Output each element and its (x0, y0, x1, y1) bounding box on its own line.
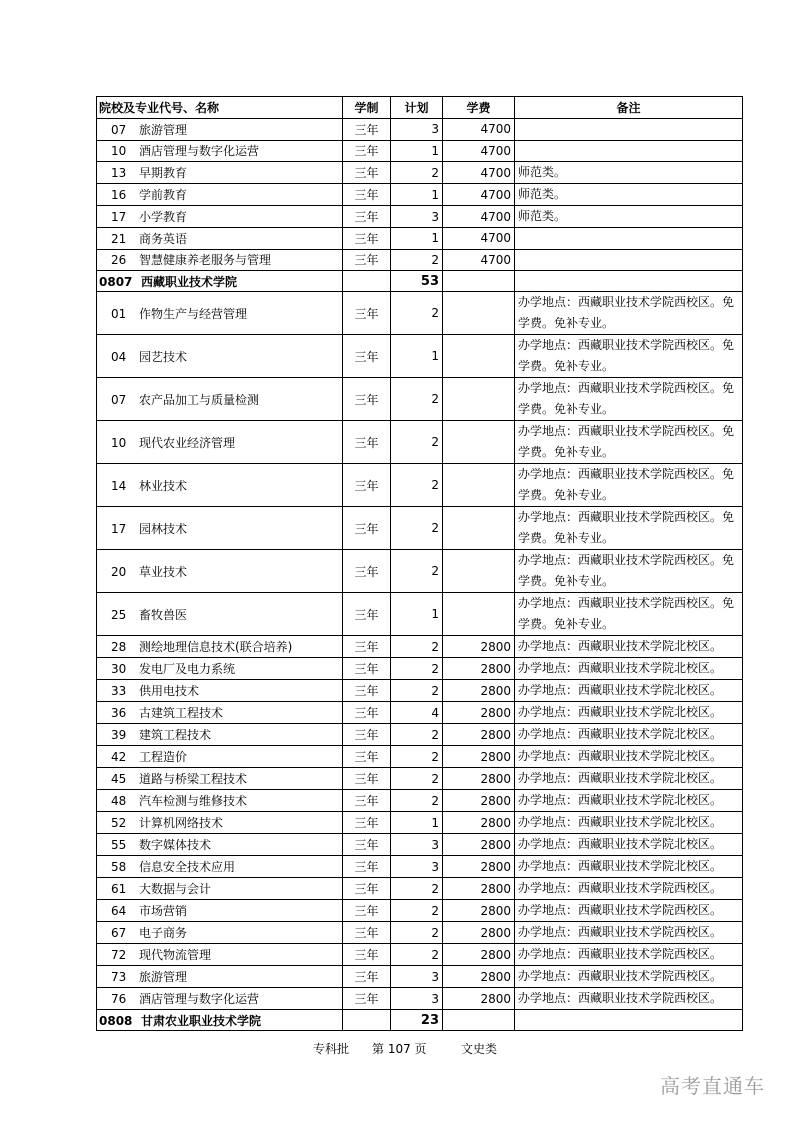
major-name: 酒店管理与数字化运营 (139, 144, 260, 159)
major-plan: 3 (391, 206, 443, 228)
major-plan: 2 (391, 162, 443, 184)
major-name: 早期教育 (139, 166, 188, 180)
major-name: 工程造价 (139, 750, 188, 764)
major-cell (97, 680, 343, 702)
major-code: 45 (111, 772, 127, 786)
major-code: 28 (111, 640, 127, 654)
major-name: 计算机网络技术 (139, 816, 224, 830)
major-fee: 2800 (443, 702, 515, 724)
major-note (515, 140, 743, 162)
major-plan: 2 (391, 768, 443, 790)
major-years: 三年 (343, 335, 391, 378)
major-row (97, 658, 743, 680)
major-years: 三年 (343, 768, 391, 790)
header-note: 备注 (515, 97, 743, 119)
major-years: 三年 (343, 988, 391, 1010)
major-note: 办学地点：西藏职业技术学院西校区。免学费。免补专业。 (515, 335, 743, 378)
major-name: 智慧健康养老服务与管理 (139, 253, 272, 268)
major-plan: 3 (391, 834, 443, 856)
major-plan: 1 (391, 812, 443, 834)
major-note: 办学地点：西藏职业技术学院西校区。免学费。免补专业。 (515, 593, 743, 636)
major-name: 旅游管理 (139, 122, 188, 137)
major-years: 三年 (343, 550, 391, 593)
major-name: 市场营销 (139, 904, 188, 918)
major-code: 48 (111, 794, 127, 808)
major-name: 现代农业经济管理 (139, 435, 236, 450)
major-fee: 2800 (443, 856, 515, 878)
major-years: 三年 (343, 292, 391, 335)
major-years: 三年 (343, 119, 391, 141)
major-cell (97, 140, 343, 162)
major-name: 作物生产与经营管理 (139, 306, 248, 321)
major-code: 73 (111, 970, 127, 984)
major-note: 办学地点：西藏职业技术学院北校区。 (515, 768, 743, 790)
major-row (97, 878, 743, 900)
major-years: 三年 (343, 593, 391, 636)
major-row (97, 292, 743, 335)
major-cell (97, 206, 343, 228)
major-code: 33 (111, 684, 127, 698)
major-plan: 1 (391, 228, 443, 250)
footer-category: 文史类 (461, 1042, 498, 1056)
major-plan: 4 (391, 702, 443, 724)
major-cell (97, 966, 343, 988)
major-name: 建筑工程技术 (139, 728, 212, 742)
major-plan: 2 (391, 922, 443, 944)
major-row (97, 228, 743, 250)
major-row (97, 162, 743, 184)
major-note: 办学地点：西藏职业技术学院西校区。免学费。免补专业。 (515, 421, 743, 464)
major-note (515, 249, 743, 271)
major-fee: 2800 (443, 944, 515, 966)
major-code: 58 (111, 860, 127, 874)
major-note: 办学地点：西藏职业技术学院西校区。免学费。免补专业。 (515, 550, 743, 593)
major-cell (97, 988, 343, 1010)
major-cell (97, 378, 343, 421)
major-cell (97, 636, 343, 658)
major-note: 办学地点：西藏职业技术学院北校区。 (515, 746, 743, 768)
major-name: 测绘地理信息技术(联合培养) (139, 640, 293, 654)
major-code: 36 (111, 706, 127, 720)
major-fee (443, 421, 515, 464)
major-plan: 2 (391, 746, 443, 768)
major-fee: 2800 (443, 922, 515, 944)
major-cell (97, 922, 343, 944)
school-fee (443, 271, 515, 292)
major-years: 三年 (343, 249, 391, 271)
major-years: 三年 (343, 507, 391, 550)
major-row (97, 249, 743, 271)
major-name: 发电厂及电力系统 (139, 662, 236, 676)
header-name: 院校及专业代号、名称 (97, 97, 343, 119)
school-code: 0807 (99, 274, 133, 289)
major-code: 67 (111, 926, 127, 940)
major-row (97, 724, 743, 746)
major-note: 办学地点：西藏职业技术学院北校区。 (515, 636, 743, 658)
school-years (343, 271, 391, 292)
major-row (97, 184, 743, 206)
major-plan: 3 (391, 119, 443, 141)
major-fee: 4700 (443, 228, 515, 250)
major-plan: 2 (391, 464, 443, 507)
major-note: 办学地点：西藏职业技术学院西校区。 (515, 988, 743, 1010)
major-years: 三年 (343, 702, 391, 724)
major-fee: 4700 (443, 119, 515, 141)
major-code: 64 (111, 904, 127, 918)
major-years: 三年 (343, 206, 391, 228)
major-row (97, 636, 743, 658)
major-years: 三年 (343, 900, 391, 922)
major-row (97, 746, 743, 768)
major-row (97, 119, 743, 141)
major-note: 师范类。 (515, 162, 743, 184)
major-code: 55 (111, 838, 127, 852)
major-cell (97, 335, 343, 378)
school-fee (443, 1010, 515, 1031)
school-row (97, 271, 743, 292)
major-note: 办学地点：西藏职业技术学院北校区。 (515, 680, 743, 702)
major-plan: 2 (391, 680, 443, 702)
major-note: 办学地点：西藏职业技术学院北校区。 (515, 702, 743, 724)
major-code: 10 (111, 144, 127, 159)
major-note: 办学地点：西藏职业技术学院北校区。 (515, 812, 743, 834)
major-years: 三年 (343, 658, 391, 680)
footer-page-number: 第 107 页 (372, 1042, 427, 1056)
major-name: 旅游管理 (139, 970, 188, 984)
major-fee: 2800 (443, 812, 515, 834)
major-code: 52 (111, 816, 127, 830)
major-fee: 2800 (443, 966, 515, 988)
major-fee: 4700 (443, 162, 515, 184)
major-name: 农产品加工与质量检测 (139, 392, 260, 407)
major-plan: 2 (391, 900, 443, 922)
major-code: 10 (111, 435, 127, 450)
major-name: 供用电技术 (139, 684, 200, 698)
major-code: 26 (111, 253, 127, 268)
major-row (97, 335, 743, 378)
major-note: 办学地点：西藏职业技术学院西校区。 (515, 900, 743, 922)
major-row (97, 593, 743, 636)
major-fee: 2800 (443, 988, 515, 1010)
major-note: 办学地点：西藏职业技术学院北校区。 (515, 724, 743, 746)
school-cell (97, 1010, 343, 1031)
major-years: 三年 (343, 636, 391, 658)
major-cell (97, 790, 343, 812)
major-fee: 4700 (443, 206, 515, 228)
major-row (97, 834, 743, 856)
major-plan: 2 (391, 636, 443, 658)
major-code: 21 (111, 231, 127, 246)
major-cell (97, 658, 343, 680)
major-code: 72 (111, 948, 127, 962)
major-fee: 2800 (443, 790, 515, 812)
major-fee: 2800 (443, 680, 515, 702)
major-code: 39 (111, 728, 127, 742)
major-fee: 2800 (443, 724, 515, 746)
watermark: 高考直通车 (660, 1074, 765, 1098)
major-row (97, 550, 743, 593)
major-years: 三年 (343, 790, 391, 812)
major-cell (97, 900, 343, 922)
major-name: 林业技术 (139, 478, 188, 493)
major-cell (97, 421, 343, 464)
major-fee: 2800 (443, 834, 515, 856)
major-note: 办学地点：西藏职业技术学院北校区。 (515, 834, 743, 856)
major-plan: 2 (391, 878, 443, 900)
major-name: 园林技术 (139, 521, 188, 536)
major-cell (97, 249, 343, 271)
major-cell (97, 724, 343, 746)
major-years: 三年 (343, 680, 391, 702)
major-fee (443, 593, 515, 636)
table-header-row (97, 97, 743, 119)
header-years: 学制 (343, 97, 391, 119)
major-fee: 2800 (443, 636, 515, 658)
major-plan: 3 (391, 856, 443, 878)
major-name: 信息安全技术应用 (139, 860, 236, 874)
major-code: 04 (111, 349, 127, 364)
major-fee (443, 507, 515, 550)
major-fee (443, 378, 515, 421)
major-cell (97, 507, 343, 550)
major-name: 园艺技术 (139, 349, 188, 364)
major-cell (97, 944, 343, 966)
major-years: 三年 (343, 834, 391, 856)
major-row (97, 507, 743, 550)
major-note: 师范类。 (515, 184, 743, 206)
major-code: 17 (111, 210, 127, 224)
major-plan: 2 (391, 724, 443, 746)
school-name: 西藏职业技术学院 (141, 274, 238, 289)
major-name: 电子商务 (139, 926, 188, 940)
admission-plan-sheet (96, 96, 742, 1031)
major-years: 三年 (343, 162, 391, 184)
school-plan-total: 53 (391, 271, 443, 292)
major-name: 汽车检测与维修技术 (139, 794, 248, 808)
major-fee: 2800 (443, 658, 515, 680)
major-plan: 1 (391, 593, 443, 636)
school-note (515, 1010, 743, 1031)
school-years (343, 1010, 391, 1031)
major-code: 01 (111, 306, 127, 321)
school-code: 0808 (99, 1013, 133, 1028)
major-years: 三年 (343, 966, 391, 988)
major-note: 办学地点：西藏职业技术学院西校区。 (515, 922, 743, 944)
major-fee: 4700 (443, 249, 515, 271)
major-cell (97, 856, 343, 878)
major-cell (97, 464, 343, 507)
major-note: 办学地点：西藏职业技术学院西校区。 (515, 944, 743, 966)
major-code: 61 (111, 882, 127, 896)
major-years: 三年 (343, 228, 391, 250)
major-row (97, 680, 743, 702)
major-code: 20 (111, 564, 127, 579)
major-years: 三年 (343, 378, 391, 421)
school-name: 甘肃农业职业技术学院 (141, 1013, 262, 1028)
major-cell (97, 228, 343, 250)
admission-plan-table (96, 96, 743, 1031)
major-years: 三年 (343, 421, 391, 464)
major-name: 道路与桥梁工程技术 (139, 772, 248, 786)
major-row (97, 702, 743, 724)
major-name: 学前教育 (139, 188, 188, 202)
major-plan: 2 (391, 249, 443, 271)
major-name: 大数据与会计 (139, 882, 212, 896)
major-row (97, 768, 743, 790)
major-name: 数字媒体技术 (139, 838, 212, 852)
major-plan: 1 (391, 335, 443, 378)
major-note: 办学地点：西藏职业技术学院西校区。免学费。免补专业。 (515, 378, 743, 421)
major-fee: 2800 (443, 900, 515, 922)
major-cell (97, 292, 343, 335)
major-plan: 2 (391, 378, 443, 421)
school-row (97, 1010, 743, 1031)
major-years: 三年 (343, 724, 391, 746)
major-fee: 2800 (443, 768, 515, 790)
table-body (97, 119, 743, 1031)
major-note: 办学地点：西藏职业技术学院北校区。 (515, 790, 743, 812)
major-plan: 3 (391, 966, 443, 988)
major-plan: 2 (391, 292, 443, 335)
major-row (97, 206, 743, 228)
school-cell (97, 271, 343, 292)
major-fee: 2800 (443, 746, 515, 768)
major-years: 三年 (343, 464, 391, 507)
major-cell (97, 184, 343, 206)
major-cell (97, 550, 343, 593)
major-code: 25 (111, 607, 127, 622)
major-row (97, 421, 743, 464)
major-note: 办学地点：西藏职业技术学院西校区。免学费。免补专业。 (515, 292, 743, 335)
major-name: 现代物流管理 (139, 948, 212, 962)
major-code: 07 (111, 122, 127, 137)
major-years: 三年 (343, 944, 391, 966)
major-years: 三年 (343, 812, 391, 834)
major-note: 师范类。 (515, 206, 743, 228)
major-plan: 2 (391, 658, 443, 680)
major-note (515, 228, 743, 250)
major-cell (97, 812, 343, 834)
major-note: 办学地点：西藏职业技术学院西校区。 (515, 878, 743, 900)
major-plan: 2 (391, 790, 443, 812)
major-code: 13 (111, 166, 127, 180)
major-name: 畜牧兽医 (139, 607, 188, 622)
header-fee: 学费 (443, 97, 515, 119)
major-years: 三年 (343, 140, 391, 162)
major-cell (97, 162, 343, 184)
major-cell (97, 768, 343, 790)
major-row (97, 378, 743, 421)
major-plan: 2 (391, 944, 443, 966)
major-note (515, 119, 743, 141)
major-code: 30 (111, 662, 127, 676)
major-years: 三年 (343, 856, 391, 878)
major-cell (97, 593, 343, 636)
major-note: 办学地点：西藏职业技术学院北校区。 (515, 658, 743, 680)
major-row (97, 812, 743, 834)
major-row (97, 464, 743, 507)
major-name: 草业技术 (139, 564, 188, 579)
major-fee (443, 464, 515, 507)
major-plan: 2 (391, 507, 443, 550)
major-name: 商务英语 (139, 231, 188, 246)
major-note: 办学地点：西藏职业技术学院北校区。 (515, 856, 743, 878)
major-cell (97, 702, 343, 724)
major-code: 14 (111, 478, 127, 493)
major-fee (443, 550, 515, 593)
major-plan: 1 (391, 140, 443, 162)
major-years: 三年 (343, 878, 391, 900)
major-fee: 2800 (443, 878, 515, 900)
major-cell (97, 878, 343, 900)
major-note: 办学地点：西藏职业技术学院西校区。 (515, 966, 743, 988)
major-name: 古建筑工程技术 (139, 706, 224, 720)
major-row (97, 944, 743, 966)
major-years: 三年 (343, 746, 391, 768)
major-row (97, 140, 743, 162)
major-name: 酒店管理与数字化运营 (139, 992, 260, 1006)
major-cell (97, 834, 343, 856)
major-code: 42 (111, 750, 127, 764)
major-fee: 4700 (443, 140, 515, 162)
major-code: 76 (111, 992, 127, 1006)
major-code: 07 (111, 392, 127, 407)
school-plan-total: 23 (391, 1010, 443, 1031)
major-row (97, 922, 743, 944)
header-plan: 计划 (391, 97, 443, 119)
major-years: 三年 (343, 922, 391, 944)
major-fee: 4700 (443, 184, 515, 206)
major-plan: 1 (391, 184, 443, 206)
major-row (97, 966, 743, 988)
major-cell (97, 119, 343, 141)
major-years: 三年 (343, 184, 391, 206)
major-cell (97, 746, 343, 768)
major-plan: 2 (391, 550, 443, 593)
major-row (97, 856, 743, 878)
major-row (97, 790, 743, 812)
school-note (515, 271, 743, 292)
major-note: 办学地点：西藏职业技术学院西校区。免学费。免补专业。 (515, 464, 743, 507)
major-plan: 2 (391, 421, 443, 464)
major-row (97, 900, 743, 922)
footer-batch: 专科批 (313, 1042, 350, 1056)
major-row (97, 988, 743, 1010)
major-code: 17 (111, 521, 127, 536)
page-footer (0, 1040, 793, 1060)
major-fee (443, 292, 515, 335)
major-plan: 3 (391, 988, 443, 1010)
major-fee (443, 335, 515, 378)
major-note: 办学地点：西藏职业技术学院西校区。免学费。免补专业。 (515, 507, 743, 550)
major-code: 16 (111, 188, 127, 202)
major-name: 小学教育 (139, 210, 188, 224)
